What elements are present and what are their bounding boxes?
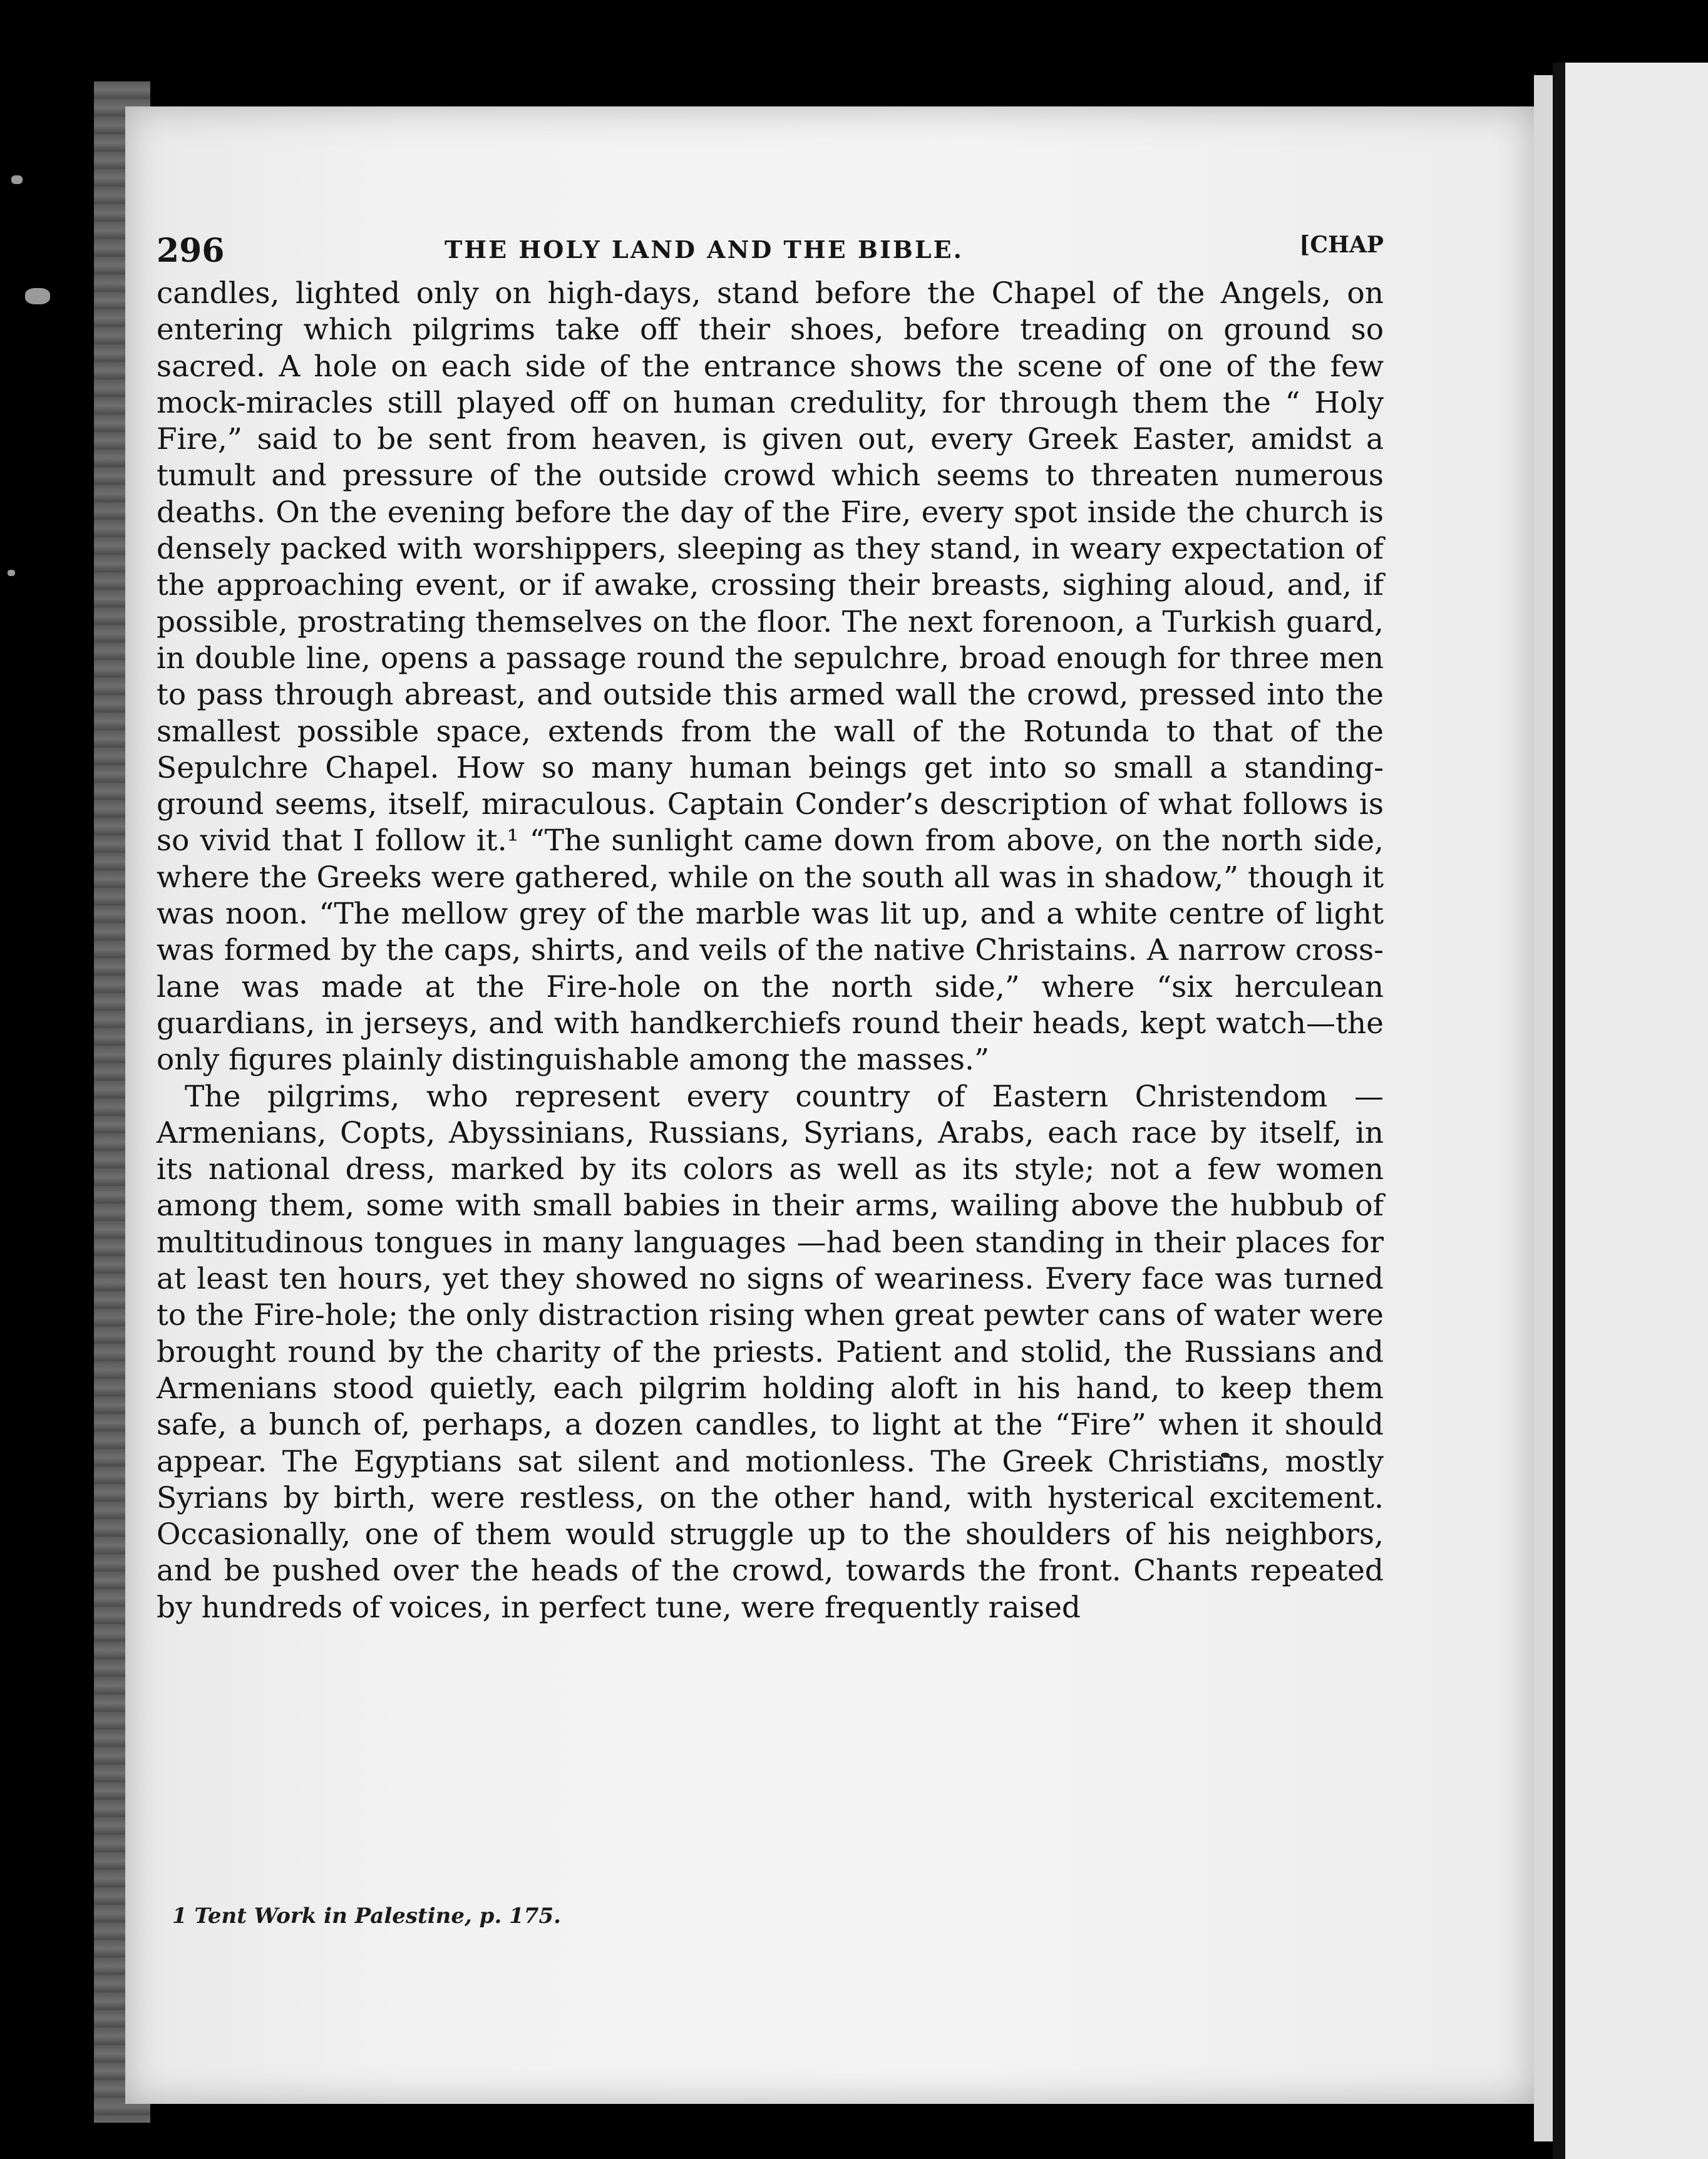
film-margin — [0, 0, 94, 2159]
running-title: THE HOLY LAND AND THE BIBLE. — [445, 235, 964, 264]
page-number: 296 — [157, 232, 225, 270]
page-header — [157, 232, 1384, 276]
binding-shadow — [1553, 63, 1565, 2159]
footnote: 1 Tent Work in Palestine, p. 175. — [172, 1904, 561, 1929]
page-gutter — [1534, 75, 1553, 2141]
adjacent-page-edge — [1565, 63, 1708, 2159]
paragraph: candles, lighted only on high-days, stand before the Chapel of the Angels, on entering which pilgrims take off their shoes, before treading on ground so sacred. A hole on each side of the entrance shows the scene of one of the few mock-miracles still played off on human credulity, for through them the “ Holy Fire,” said to be sent from heaven, is given out, every Greek Easter, amidst a tumult and pressure of the outside crowd which seems to threaten numerous deaths. On the evening before the day of the Fire, every spot inside the church is densely packed with worshippers, sleeping as they stand, in weary expectation of the approaching event, or if awake, crossing their breasts, sighing aloud, and, if possible, prostrating themselves on the floor. The next forenoon, a Turkish guard, in double line, opens a passage round the sepulchre, broad enough for three men to pass through abreast, and outside this armed wall the crowd, pressed into the smallest possible space, extends from the wall of the Rotunda to that of the Sepulchre Chapel. How so many human beings get into so small a standing-ground seems, itself, miraculous. Captain Conder’s description of what follows is so vivid that I follow it.¹ “The sunlight came down from above, on the north side, where the Greeks were gathered, while on the south all was in shadow,” though it was noon. “The mellow grey of the marble was lit up, and a white centre of light was formed by the caps, shirts, and veils of the native Christains. A narrow cross-lane was made at the Fire-hole on the north side,” where “six herculean guardians, in jerseys, and with handkerchiefs round their heads, kept watch—the only figures plainly distinguishable among the masses.” — [157, 276, 1384, 1078]
chapter-marker: [CHAP — [1299, 232, 1384, 258]
film-speck — [11, 175, 23, 184]
film-speck — [8, 570, 15, 576]
film-speck — [25, 288, 50, 304]
paragraph: The pilgrims, who represent every country of Eastern Christendom —Armenians, Copts, Abyssinians, Russians, Syrians, Arabs, each race by itself, in its national dress, marked by its colors as well as its style; not a few women among them, some with small babies in their arms, wailing above the hubbub of multitudinous tongues in many languages —had been standing in their places for at least ten hours, yet they showed no signs of weariness. Every face was turned to the Fire-hole; the only distraction rising when great pewter cans of water were brought round by the charity of the priests. Patient and stolid, the Russians and Armenians stood quietly, each pilgrim holding aloft in his hand, to keep them safe, a bunch of, perhaps, a dozen candles, to light at the “Fire” when it should appear. The Egyptians sat silent and motionless. The Greek Christians, mostly Syrians by birth, were restless, on the other hand, with hysterical excitement. Occasionally, one of them would struggle up to the shoulders of his neighbors, and be pushed over the heads of the crowd, towards the front. Chants repeated by hundreds of voices, in perfect tune, were frequently raised — [157, 1079, 1384, 1625]
body-text — [157, 276, 1384, 1626]
